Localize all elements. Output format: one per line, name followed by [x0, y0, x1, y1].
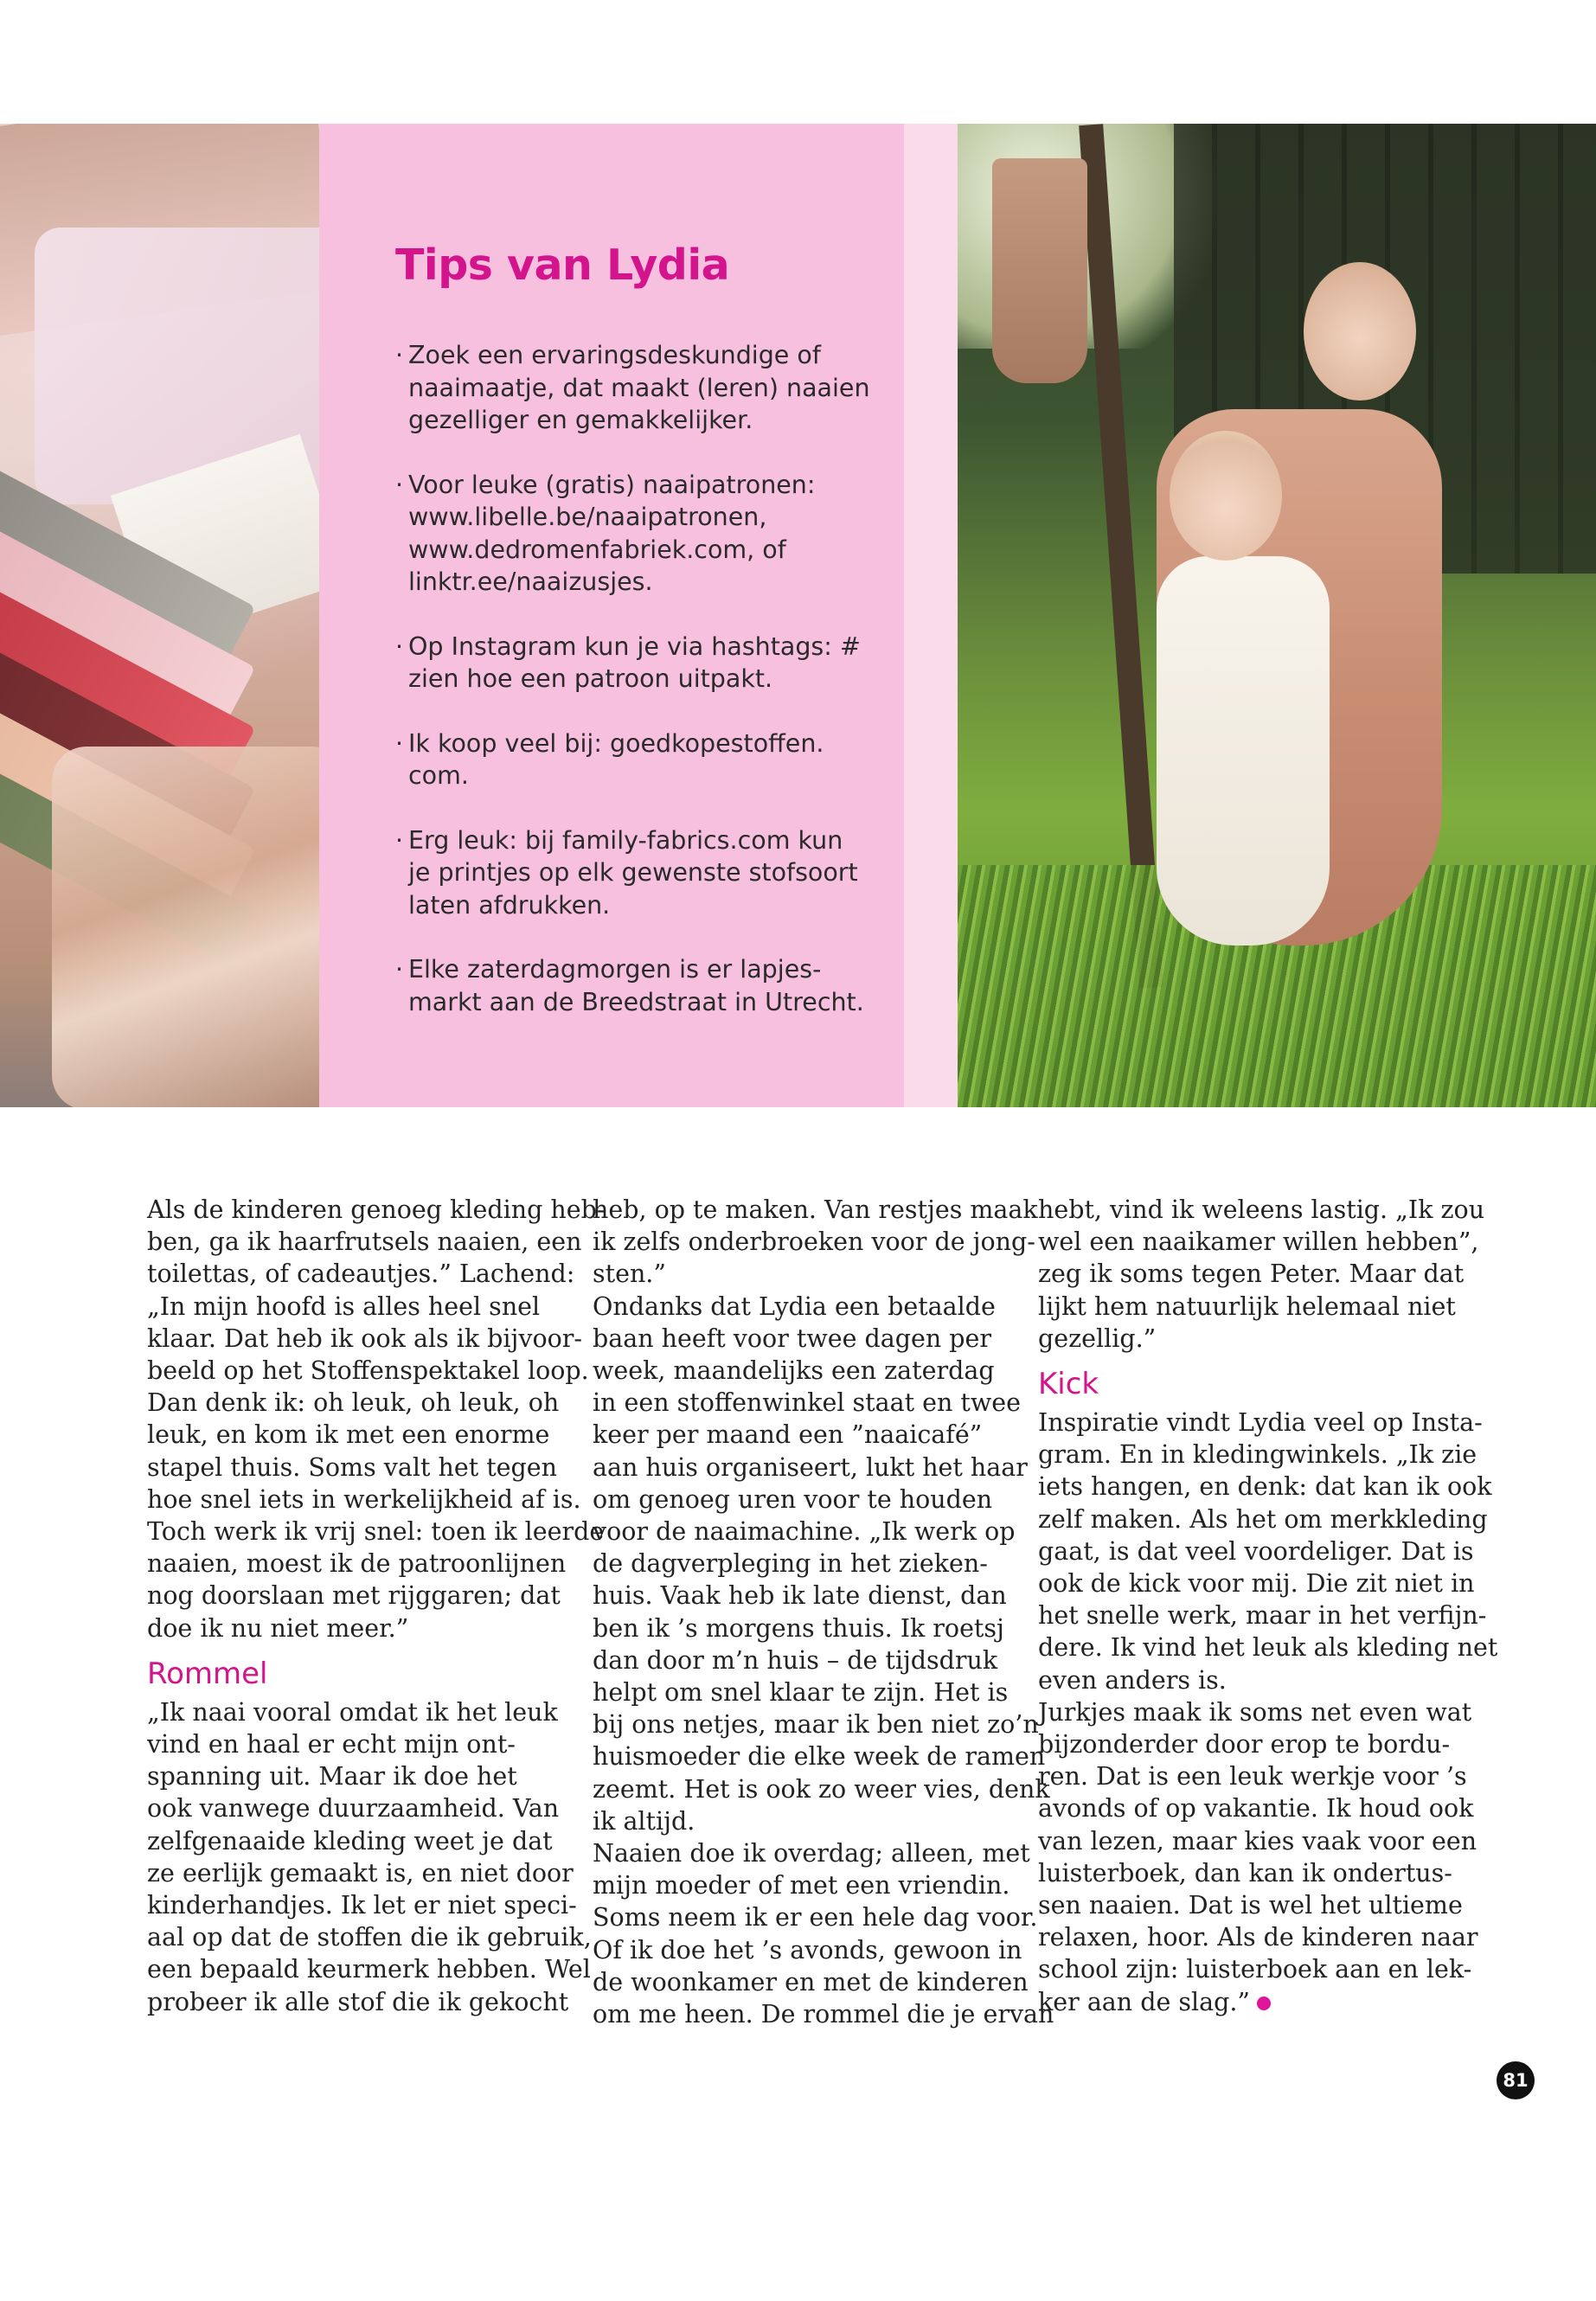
text-line: bij ons netjes, maar ik ben niet zo’n — [593, 1710, 1039, 1740]
sewing-supplies-photo — [0, 124, 319, 1107]
text-line: keer per maand een ”naaicafé” — [593, 1420, 983, 1450]
bullet-dot: · — [395, 470, 404, 499]
paragraph-final — [1038, 1696, 1478, 2018]
tip-line: markt aan de Breedstraat in Utrecht. — [408, 987, 864, 1016]
bullet-dot: · — [395, 341, 404, 369]
text-line: hebt, vind ik weleens lastig. „Ik zou — [1038, 1195, 1485, 1224]
paragraph — [593, 1194, 1038, 1291]
text-line: ik zelfs onderbroeken voor de jong- — [593, 1227, 1035, 1257]
text-line: kinderhandjes. Ik let er niet speci- — [147, 1891, 577, 1920]
tips-title: Tips van Lydia — [395, 240, 730, 290]
text-line: week, maandelijks een zaterdag — [593, 1356, 995, 1386]
text-line: wel een naaikamer willen hebben”, — [1038, 1227, 1479, 1257]
text-line: naaien, moest ik de patroonlijnen — [147, 1549, 567, 1579]
text-line: dere. Ik vind het leuk als kleding net — [1038, 1633, 1498, 1663]
text-line: ook de kick voor mij. Die zit niet in — [1038, 1569, 1475, 1599]
tip-item — [395, 953, 880, 1018]
paragraph — [147, 1194, 606, 1644]
text-line: Jurkjes maak ik soms net even wat — [1038, 1697, 1472, 1727]
text-line: een bepaald keurmerk hebben. Wel — [147, 1955, 591, 1984]
subheading-rommel: Rommel — [147, 1656, 268, 1691]
text-line: stapel thuis. Soms valt het tegen — [147, 1452, 558, 1482]
paragraph — [147, 1696, 592, 2018]
tip-line: Elke zaterdagmorgen is er lapjes- — [408, 955, 822, 984]
tip-line: com. — [408, 761, 469, 790]
text-line: aal op dat de stoffen die ik gebruik, — [147, 1923, 592, 1952]
tip-item — [395, 727, 880, 792]
text-line: leuk, en kom ik met een enorme — [147, 1420, 550, 1450]
tip-item — [395, 469, 880, 599]
tip-line: je printjes op elk gewenste stofsoort — [408, 858, 858, 887]
end-mark-dot — [1257, 1997, 1271, 2010]
tip-line: Op Instagram kun je via hashtags: # — [408, 631, 861, 661]
text-line: „Ik naai vooral omdat ik het leuk — [147, 1697, 558, 1727]
text-line: Dan denk ik: oh leuk, oh leuk, oh — [147, 1388, 560, 1418]
text-line: voor de naaimachine. „Ik werk op — [593, 1517, 1016, 1547]
text-line: het snelle werk, maar in het verfijn- — [1038, 1601, 1487, 1631]
text-line: aan huis organiseert, lukt het haar — [593, 1452, 1028, 1482]
paragraph — [1038, 1407, 1498, 1696]
tip-line: Erg leuk: bij family-fabrics.com kun — [408, 825, 843, 855]
tip-line: Zoek een ervaringsdeskundige of — [408, 341, 821, 369]
bullet-dot: · — [395, 825, 404, 855]
tip-line: linktr.ee/naaizusjes. — [408, 567, 653, 596]
text-line: ker aan de slag.” — [1038, 1986, 1453, 2018]
text-line: lijkt hem natuurlijk helemaal niet — [1038, 1292, 1456, 1321]
page-number: 81 — [1497, 2061, 1535, 2099]
tip-line: gezelliger en gemakkelijker. — [408, 406, 753, 434]
text-line: school zijn: luisterboek aan en lek- — [1038, 1955, 1472, 1984]
text-line: vind en haal er echt mijn ont- — [147, 1730, 516, 1759]
text-line: iets hangen, en denk: dat kan ik ook — [1038, 1472, 1492, 1502]
text-line: relaxen, hoor. Als de kinderen naar — [1038, 1923, 1478, 1952]
tip-item — [395, 339, 880, 437]
text-line: Als de kinderen genoeg kleding heb- — [147, 1195, 606, 1224]
tips-list — [395, 339, 880, 1050]
text-line: Naaien doe ik overdag; alleen, met — [593, 1839, 1030, 1868]
text-line: zelf maken. Als het om merkkleding — [1038, 1504, 1488, 1534]
text-line: hoe snel iets in werkelijkheid af is. — [147, 1484, 581, 1514]
paragraph — [593, 1837, 1054, 2030]
text-line: gezellig.” — [1038, 1324, 1157, 1353]
bullet-dot: · — [395, 955, 404, 984]
text-line: Toch werk ik vrij snel: toen ik leerde — [147, 1517, 605, 1547]
text-line: om me heen. De rommel die je ervan — [593, 2000, 1054, 2029]
bullet-dot: · — [395, 728, 404, 758]
tip-item — [395, 631, 880, 695]
text-line: Inspiratie vindt Lydia veel op Insta- — [1038, 1408, 1483, 1438]
text-line: sten.” — [593, 1259, 666, 1289]
tip-line: laten afdrukken. — [408, 890, 611, 920]
paragraph — [1038, 1194, 1485, 1355]
text-line: beeld op het Stoffenspektakel loop. — [147, 1356, 589, 1386]
text-line: baan heeft voor twee dagen per — [593, 1324, 992, 1353]
tip-line: zien hoe een patroon uitpakt. — [408, 664, 773, 693]
text-line: ben ik ’s morgens thuis. Ik roetsj — [593, 1613, 1004, 1643]
text-line: dan door m’n huis – de tijdsdruk — [593, 1645, 998, 1675]
text-line: gram. En in kledingwinkels. „Ik zie — [1038, 1440, 1477, 1470]
paragraph — [593, 1291, 1050, 1837]
text-line: om genoeg uren voor te houden — [593, 1484, 993, 1514]
text-line: avonds of op vakantie. Ik houd ook — [1038, 1794, 1474, 1823]
text-line: Soms neem ik er een hele dag voor. — [593, 1903, 1038, 1932]
tip-line: Voor leuke (gratis) naaipatronen: — [408, 470, 816, 499]
text-line: Of ik doe het ’s avonds, gewoon in — [593, 1935, 1022, 1965]
text-line: zeg ik soms tegen Peter. Maar dat — [1038, 1259, 1465, 1289]
tip-item — [395, 824, 880, 922]
text-line: huis. Vaak heb ik late dienst, dan — [593, 1581, 1007, 1611]
text-line: ben, ga ik haarfrutsels naaien, een — [147, 1227, 582, 1257]
text-line: de woonkamer en met de kinderen — [593, 1967, 1029, 1997]
text-line: luisterboek, dan kan ik ondertus- — [1038, 1858, 1452, 1888]
text-line: probeer ik alle stof die ik gekocht — [147, 1987, 569, 2016]
text-line: helpt om snel klaar te zijn. Het is — [593, 1678, 1009, 1708]
text-line: bijzonderder door erop te bordu- — [1038, 1730, 1451, 1759]
text-line: sen naaien. Dat is wel het ultieme — [1038, 1891, 1463, 1920]
text-line: doe ik nu niet meer.” — [147, 1613, 409, 1643]
text-line: toilettas, of cadeautjes.” Lachend: — [147, 1259, 575, 1289]
text-line: Ondanks dat Lydia een betaalde — [593, 1292, 996, 1321]
text-line: ze eerlijk gemaakt is, en niet door — [147, 1858, 574, 1888]
panel-edge-strip — [904, 124, 958, 1107]
article-column-3 — [1038, 1194, 1498, 2018]
text-line: gaat, is dat veel voordeliger. Dat is — [1038, 1536, 1474, 1566]
text-line: in een stoffenwinkel staat en twee — [593, 1388, 1021, 1418]
text-line: zelfgenaaide kleding weet je dat — [147, 1826, 553, 1856]
text-line: de dagverpleging in het zieken- — [593, 1549, 988, 1579]
text-line: heb, op te maken. Van restjes maak — [593, 1195, 1038, 1224]
tip-line: naaimaatje, dat maakt (leren) naaien — [408, 373, 870, 402]
text-line: zeemt. Het is ook zo weer vies, denk — [593, 1774, 1050, 1804]
girls-in-garden-photo — [958, 124, 1596, 1107]
text-line: nog doorslaan met rijggaren; dat — [147, 1581, 561, 1611]
text-line: van lezen, maar kies vaak voor een — [1038, 1826, 1477, 1856]
article-column-2 — [593, 1194, 1054, 2030]
text-line: „In mijn hoofd is alles heel snel — [147, 1292, 541, 1321]
text-line: mijn moeder of met een vriendin. — [593, 1871, 1010, 1900]
text-line: spanning uit. Maar ik doe het — [147, 1762, 517, 1791]
text-line: ren. Dat is een leuk werkje voor ’s — [1038, 1762, 1467, 1791]
tip-line: Ik koop veel bij: goedkopestoffen. — [408, 728, 824, 758]
tip-line: www.dedromenfabriek.com, of — [408, 535, 786, 564]
text-line: ook vanwege duurzaamheid. Van — [147, 1794, 560, 1823]
article-column-1 — [147, 1194, 606, 2018]
text-line: huismoeder die elke week de ramen — [593, 1742, 1046, 1772]
subheading-kick: Kick — [1038, 1367, 1099, 1402]
text-line: ik altijd. — [593, 1806, 695, 1836]
text-line: even anders is. — [1038, 1665, 1227, 1695]
text-line: klaar. Dat heb ik ook als ik bijvoor- — [147, 1324, 583, 1353]
bullet-dot: · — [395, 631, 404, 661]
tip-line: www.libelle.be/naaipatronen, — [408, 503, 767, 531]
